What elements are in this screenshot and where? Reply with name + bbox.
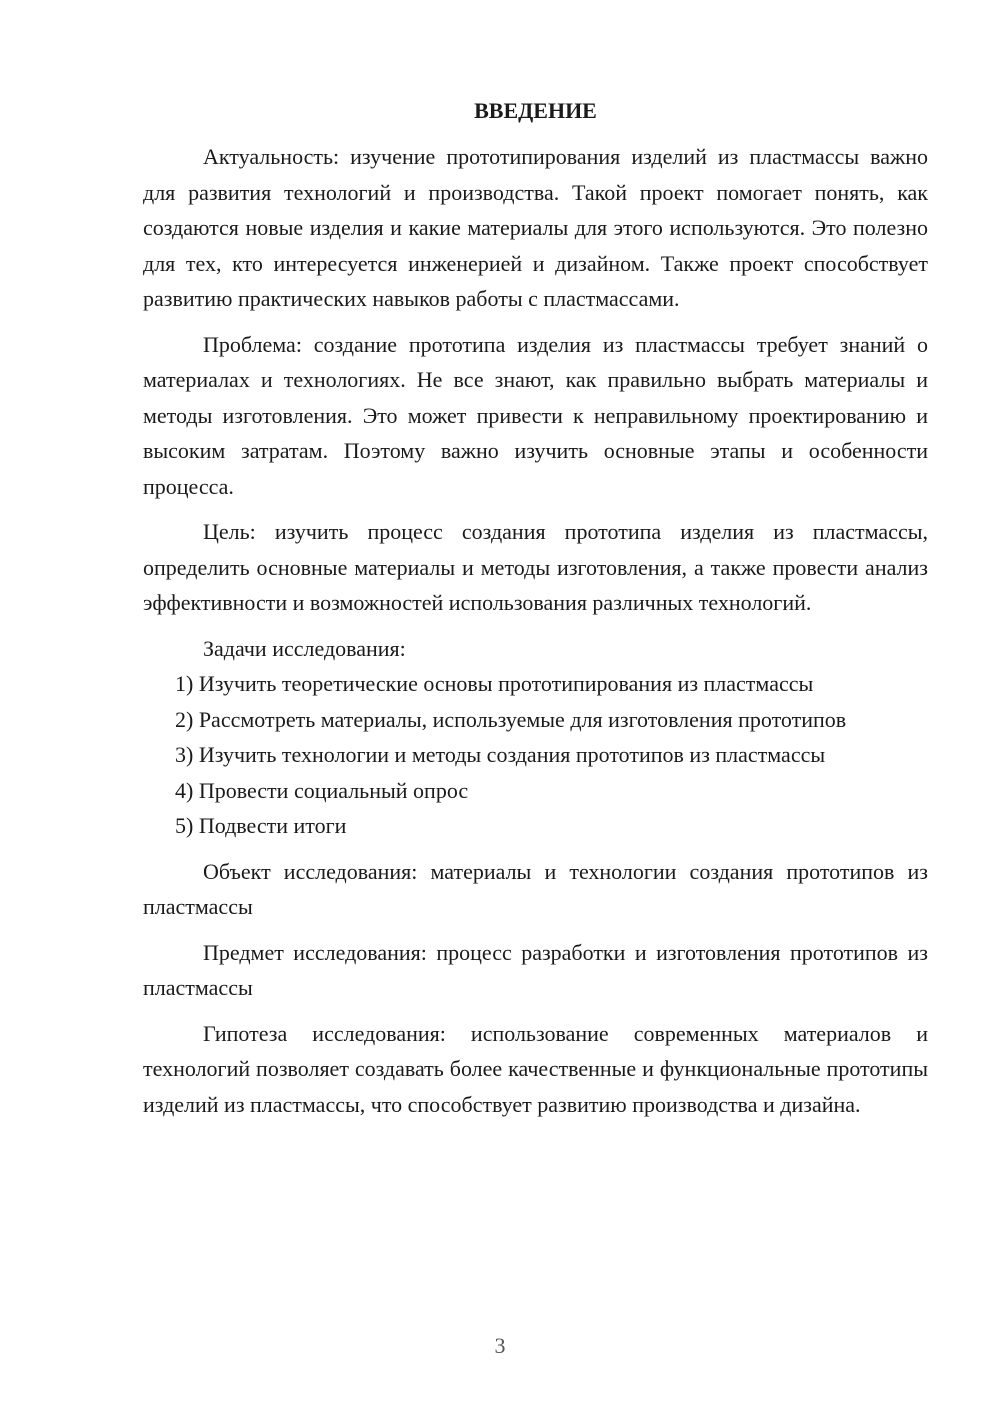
object-paragraph: Объект исследования: материалы и технологии создания прототипов из пластмассы: [143, 858, 928, 919]
page-number: 3: [494, 1333, 506, 1358]
hypothesis-paragraph: Гипотеза исследования: использование современных материалов и технологий позволяет создавать более качественные и функциональные прототипы изделий из пластмассы, что способствует развитию производства и дизайна.: [143, 1020, 928, 1117]
subject-paragraph: Предмет исследования: процесс разработки и изготовления прототипов из пластмассы: [143, 939, 928, 1000]
task-item-1: 1) Изучить теоретические основы прототипирования из пластмассы: [175, 671, 814, 696]
goal-paragraph: Цель: изучить процесс создания прототипа изделия из пластмассы, определить основные материалы и методы изготовления, а также провести анализ эффективности и возможностей использования различных технологий.: [143, 519, 928, 615]
task-item-4: 4) Провести социальный опрос: [175, 777, 469, 803]
task-item-5: 5) Подвести итоги: [175, 813, 347, 838]
page-content: [143, 98, 928, 1122]
tasks-heading: Задачи исследования:: [203, 635, 406, 661]
relevance-paragraph: Актуальность: изучение прототипирования изделий из пластмассы важно для развития технологий и производства. Такой проект помогает понять, как создаются новые изделия и какие материалы для этого используются. Это полезно для тех, кто интересуется инженерией и дизайном. Также проект способствует развитию практических навыков работы с пластмассами.: [143, 144, 928, 311]
task-item-3: 3) Изучить технологии и методы создания прототипов из пластмассы: [175, 742, 826, 767]
document-title: ВВЕДЕНИЕ: [474, 98, 597, 123]
problem-paragraph: Проблема: создание прототипа изделия из пластмассы требует знаний о материалах и технологиях. Не все знают, как правильно выбрать материалы и методы изготовления. Это может привести к неправильному проектированию и высоким затратам. Поэтому важно изучить основные этапы и особенности процесса.: [143, 331, 928, 499]
task-item-2: 2) Рассмотреть материалы, используемые для изготовления прототипов: [175, 706, 847, 732]
